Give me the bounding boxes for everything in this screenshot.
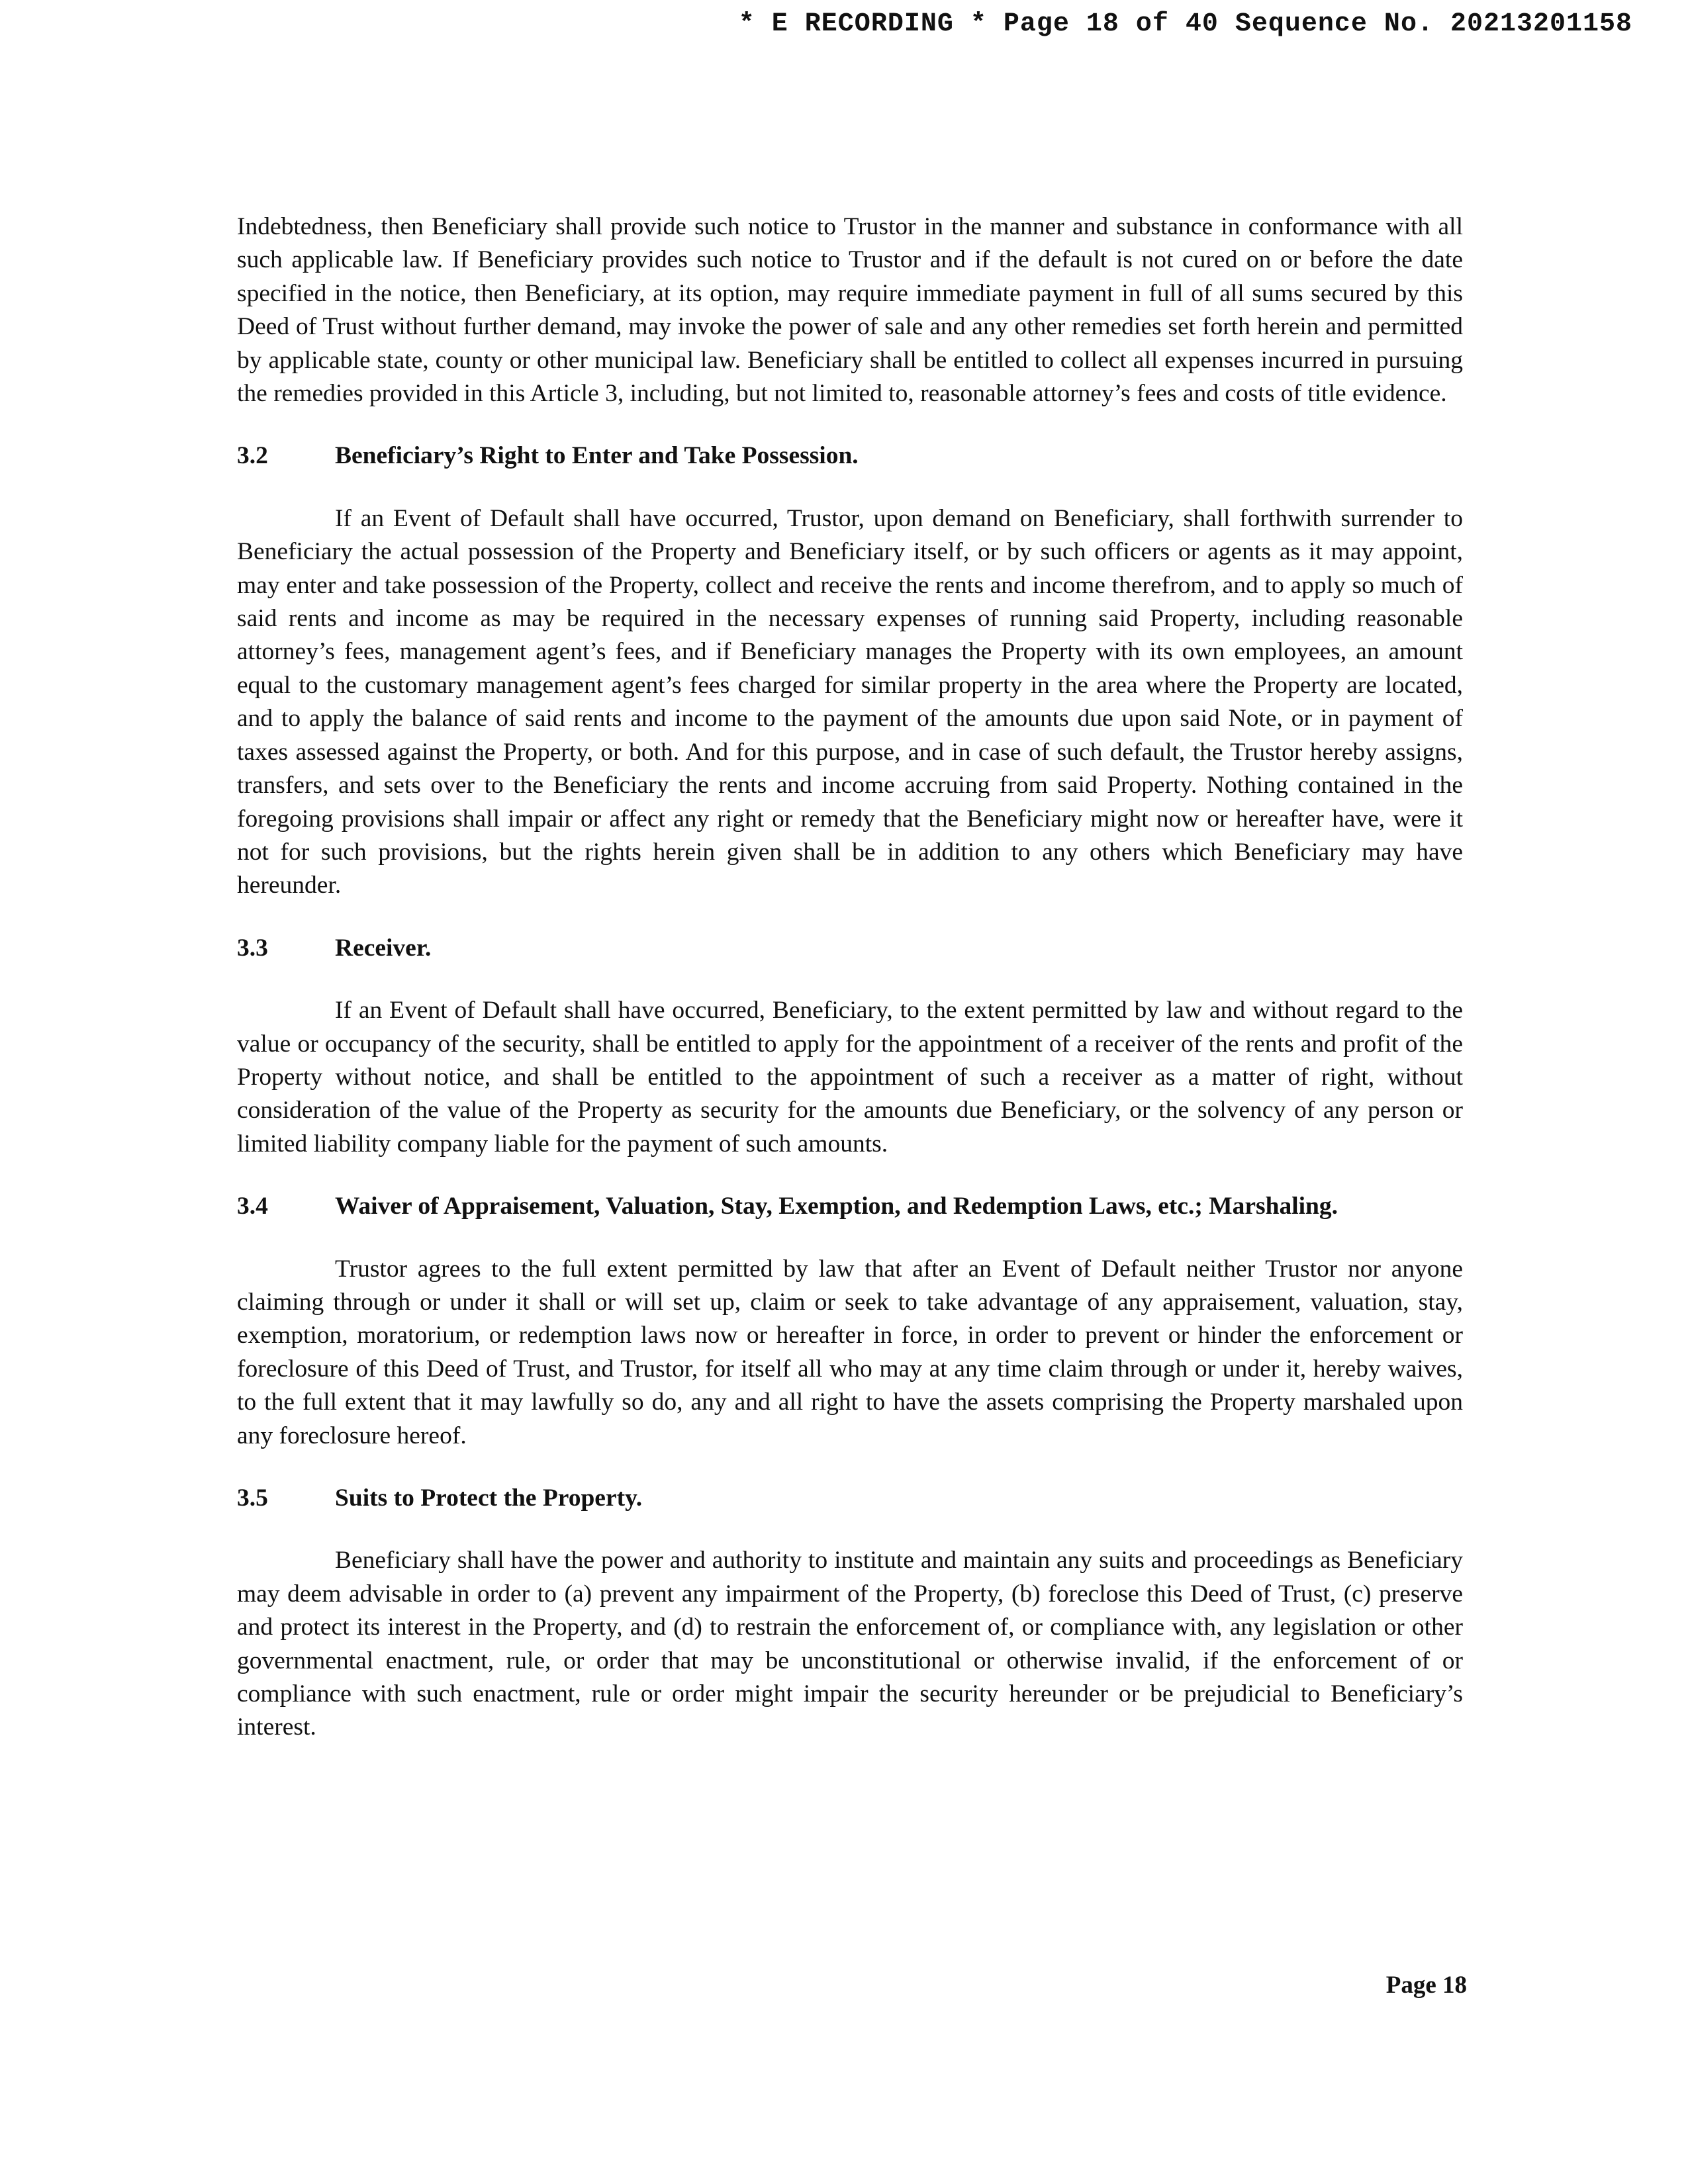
- section-number: 3.4: [237, 1193, 268, 1220]
- section-heading-3-5: [237, 1482, 1463, 1515]
- section-number: 3.3: [237, 934, 268, 962]
- section-body-3-3: If an Event of Default shall have occurred, Beneficiary, to the extent permitted by law and without regard to the value or occupancy of the security, shall be entitled to apply for the appointment of a receiver of the rents and profit of the Property without notice, and shall be entitled to the appointment of such a receiver as a matter of right, without consideration of the value of the Property as security for the amounts due Beneficiary, or the solvency of any person or limited liability company liable for the payment of such amounts.: [237, 997, 1463, 1158]
- section-title: Beneficiary’s Right to Enter and Take Possession.: [335, 442, 859, 470]
- section-number: 3.5: [237, 1484, 268, 1512]
- document-body: [237, 210, 1463, 1745]
- recording-stamp-header: * E RECORDING * Page 18 of 40 Sequence No. 20213201158: [738, 9, 1632, 39]
- section-title: Receiver.: [335, 934, 432, 962]
- section-body-3-4: Trustor agrees to the full extent permitted by law that after an Event of Default neither Trustor nor anyone claiming through or under it shall or will set up, claim or seek to take advantage of any appraisement, valuation, stay, exemption, moratorium, or redemption laws now or hereafter in force, in order to prevent or hinder the enforcement or foreclosure of this Deed of Trust, and Trustor, for itself all who may at any time claim through or under it, hereby waives, to the full extent that it may lawfully so do, any and all right to have the assets comprising the Property marshaled upon any foreclosure hereof.: [237, 1255, 1463, 1449]
- section-heading-3-4: [237, 1190, 1463, 1223]
- continuation-paragraph: Indebtedness, then Beneficiary shall provide such notice to Trustor in the manner and substance in conformance with all such applicable law. If Beneficiary provides such notice to Trustor and if the default is not cured on or before the date specified in the notice, then Beneficiary, at its option, may require immediate payment in full of all sums secured by this Deed of Trust without further demand, may invoke the power of sale and any other remedies set forth herein and permitted by applicable state, county or other municipal law. Beneficiary shall be entitled to collect all expenses incurred in pursuing the remedies provided in this Article 3, including, but not limited to, reasonable attorney’s fees and costs of title evidence.: [237, 213, 1463, 408]
- page-number: Page 18: [1385, 1972, 1467, 1999]
- section-heading-3-2: [237, 439, 1463, 473]
- section-title: Suits to Protect the Property.: [335, 1484, 643, 1512]
- section-title: Waiver of Appraisement, Valuation, Stay, Exemption, and Redemption Laws, etc.; Marshaling.: [335, 1193, 1338, 1220]
- section-body-3-2: If an Event of Default shall have occurred, Trustor, upon demand on Beneficiary, shall forthwith surrender to Beneficiary the actual possession of the Property and Beneficiary itself, or by such officers or agents as it may appoint, may enter and take possession of the Property, collect and receive the rents and income therefrom, and to apply so much of said rents and income as may be required in the necessary expenses of running said Property, including reasonable attorney’s fees, management agent’s fees, and if Beneficiary manages the Property with its own employees, an amount equal to the customary management agent’s fees charged for similar property in the area where the Property are located, and to apply the balance of said rents and income to the payment of the amounts due upon said Note, or in payment of taxes assessed against the Property, or both. And for this purpose, and in case of such default, the Trustor hereby assigns, transfers, and sets over to the Beneficiary the rents and income accruing from said Property. Nothing contained in the foregoing provisions shall impair or affect any right or remedy that the Beneficiary might now or hereafter have, were it not for such provisions, but the rights herein given shall be in addition to any others which Beneficiary may have hereunder.: [237, 504, 1463, 899]
- section-number: 3.2: [237, 442, 268, 470]
- section-heading-3-3: [237, 932, 1463, 965]
- section-body-3-5: Beneficiary shall have the power and authority to institute and maintain any suits and proceedings as Beneficiary may deem advisable in order to (a) prevent any impairment of the Property, (b) foreclose this Deed of Trust, (c) preserve and protect its interest in the Property, and (d) to restrain the enforcement of, or compliance with, any legislation or other governmental enactment, rule, or order that may be unconstitutional or otherwise invalid, if the enforcement of or compliance with such enactment, rule or order might impair the security hereunder or be prejudicial to Beneficiary’s interest.: [237, 1547, 1463, 1741]
